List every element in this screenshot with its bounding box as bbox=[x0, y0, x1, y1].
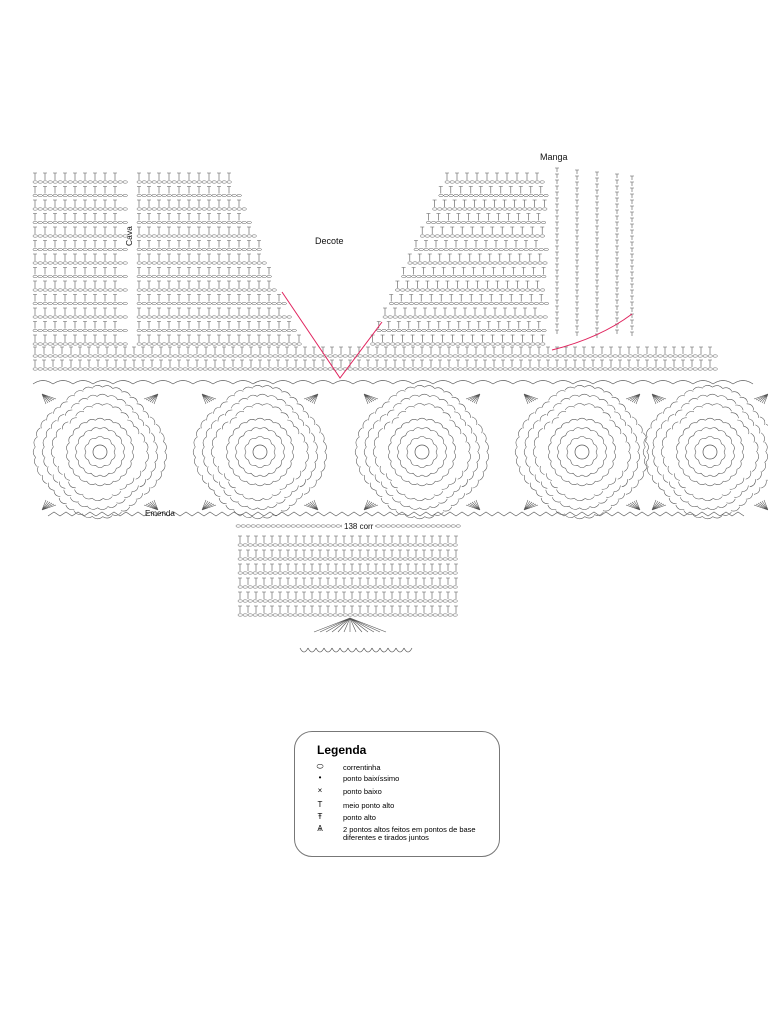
stitch-row bbox=[433, 200, 547, 207]
chain-row bbox=[33, 355, 717, 357]
motif-round bbox=[398, 428, 447, 477]
chain-row bbox=[137, 302, 286, 304]
motif-corner-fan bbox=[466, 500, 480, 510]
chain-row bbox=[395, 289, 544, 291]
motif-corner-fan bbox=[652, 394, 666, 404]
legend-box bbox=[294, 731, 500, 857]
motif-round bbox=[524, 394, 639, 509]
sleeve-column bbox=[615, 174, 619, 334]
motif-corner-fan bbox=[42, 394, 56, 404]
legend-item-label: ponto baixíssimo bbox=[343, 774, 400, 783]
motif-corner-fan bbox=[202, 394, 216, 404]
chain-row bbox=[33, 316, 127, 318]
motif-round bbox=[643, 385, 768, 519]
left-back-panel bbox=[33, 173, 127, 345]
stitch-row bbox=[426, 214, 540, 221]
square-motifs-row bbox=[33, 385, 768, 519]
motif-round bbox=[226, 418, 293, 486]
stitch-row bbox=[137, 214, 241, 221]
motif-center-ring bbox=[93, 445, 107, 459]
stitch-row bbox=[445, 173, 539, 180]
legend-title: Legenda bbox=[317, 743, 367, 757]
motif-round bbox=[676, 418, 743, 486]
motif-corner-fan bbox=[652, 500, 666, 510]
stitch-row bbox=[33, 335, 117, 342]
chain-row bbox=[137, 275, 271, 277]
chain-row bbox=[33, 275, 127, 277]
sleeve-column bbox=[555, 168, 559, 334]
chain-row bbox=[408, 262, 547, 264]
stitch-row bbox=[137, 254, 261, 261]
motif-round bbox=[652, 394, 767, 509]
stitch-row bbox=[238, 592, 458, 599]
chain-row bbox=[137, 329, 296, 331]
stitch-row bbox=[238, 536, 458, 543]
chain-row bbox=[137, 343, 301, 345]
left-front-panel bbox=[137, 173, 301, 345]
motif-round bbox=[76, 428, 125, 477]
stitch-row bbox=[33, 322, 117, 329]
chain-row bbox=[238, 544, 457, 546]
stitch-row bbox=[420, 227, 544, 234]
manga-label: Manga bbox=[540, 152, 568, 162]
motif-center-ring bbox=[415, 445, 429, 459]
motif-round bbox=[364, 394, 479, 509]
motif-center-ring bbox=[253, 445, 267, 459]
chain-row bbox=[33, 289, 127, 291]
single-crochet-symbol-icon: × bbox=[317, 786, 323, 795]
chain-row bbox=[238, 600, 457, 602]
half-double-crochet-symbol-icon: T bbox=[317, 800, 323, 809]
motif-round bbox=[202, 394, 317, 509]
stitch-row bbox=[137, 241, 261, 248]
chain-row bbox=[137, 194, 241, 196]
chain-row bbox=[402, 275, 546, 277]
chain-row bbox=[371, 343, 545, 345]
sleeve-column bbox=[630, 176, 634, 336]
legend-item-label: correntinha bbox=[343, 763, 381, 772]
cava-label: Cava bbox=[124, 226, 134, 246]
yoke-band-rows bbox=[33, 347, 753, 384]
motif-round bbox=[515, 385, 649, 519]
chain-row bbox=[137, 181, 231, 183]
motif-corner-fan bbox=[364, 394, 378, 404]
motif-corner-fan bbox=[304, 394, 318, 404]
motif-round bbox=[558, 428, 607, 477]
motif-round bbox=[695, 436, 725, 467]
stitch-row bbox=[137, 322, 291, 329]
motif-corner-fan bbox=[754, 500, 768, 510]
stitch-row bbox=[238, 606, 458, 613]
chain-row bbox=[238, 572, 457, 574]
stitch-row bbox=[238, 550, 458, 557]
stitch-row bbox=[395, 281, 539, 288]
stitch-row bbox=[377, 322, 541, 329]
chain-row bbox=[426, 221, 545, 223]
motif-round bbox=[66, 418, 133, 486]
legend-item-label: 2 pontos altos feitos em pontos de base diferentes e tirados juntos bbox=[343, 825, 476, 842]
motif-round bbox=[567, 436, 597, 467]
stitch-row bbox=[33, 227, 117, 234]
chain-row bbox=[33, 343, 127, 345]
legend-item-label: ponto baixo bbox=[343, 787, 382, 796]
stitch-row bbox=[238, 578, 458, 585]
stitch-row bbox=[137, 173, 231, 180]
stitch-row bbox=[137, 308, 281, 315]
motif-round bbox=[388, 418, 455, 486]
stitch-row bbox=[33, 347, 712, 354]
chain-row bbox=[33, 235, 127, 237]
chain-row bbox=[33, 181, 127, 183]
chain-row bbox=[137, 221, 251, 223]
chain-row bbox=[137, 248, 261, 250]
chain-row bbox=[33, 302, 127, 304]
chain-row bbox=[238, 558, 457, 560]
motif-corner-fan bbox=[626, 394, 640, 404]
motif-corner-fan bbox=[364, 500, 378, 510]
chain-row bbox=[377, 329, 546, 331]
motif-corner-fan bbox=[466, 394, 480, 404]
chain-row bbox=[414, 248, 548, 250]
decote-label: Decote bbox=[315, 236, 344, 246]
chain-row bbox=[137, 316, 291, 318]
emenda-label: Emenda bbox=[145, 509, 175, 518]
chain-row bbox=[137, 289, 276, 291]
motif-corner-fan bbox=[42, 500, 56, 510]
motif-corner-fan bbox=[524, 394, 538, 404]
lower-skirt-chart bbox=[236, 525, 460, 652]
motif-corner-fan bbox=[524, 500, 538, 510]
chain-symbol-icon: ⬭ bbox=[316, 762, 324, 771]
motif-corner-fan bbox=[202, 500, 216, 510]
stitch-row bbox=[33, 360, 712, 367]
chain-row bbox=[137, 208, 246, 210]
legend-item-label: meio ponto alto bbox=[343, 801, 395, 810]
chain-row bbox=[137, 262, 266, 264]
motif-round bbox=[85, 436, 115, 467]
sleeve-column bbox=[595, 172, 599, 338]
stitch-row bbox=[238, 564, 458, 571]
chain-row bbox=[420, 235, 544, 237]
chain-row bbox=[33, 248, 127, 250]
scallop-row bbox=[33, 381, 753, 385]
square-motif bbox=[515, 385, 649, 519]
stitch-row bbox=[137, 268, 271, 275]
motif-round bbox=[548, 418, 615, 486]
stitch-row bbox=[402, 268, 546, 275]
stitch-row bbox=[33, 214, 117, 221]
chain-row bbox=[439, 194, 548, 196]
dc2tog-symbol-icon: Ѧ bbox=[317, 824, 323, 833]
chain-row bbox=[433, 208, 547, 210]
chain-row bbox=[33, 194, 127, 196]
stitch-row bbox=[137, 200, 241, 207]
stitch-row bbox=[383, 308, 537, 315]
chain-count-label: 138 corr bbox=[344, 522, 374, 531]
stitch-row bbox=[408, 254, 542, 261]
motif-corner-fan bbox=[304, 500, 318, 510]
stitch-row bbox=[137, 281, 271, 288]
motif-round bbox=[245, 436, 275, 467]
chain-row bbox=[33, 329, 127, 331]
chain-row bbox=[238, 614, 457, 616]
motif-corner-fan bbox=[626, 500, 640, 510]
stitch-row bbox=[33, 173, 117, 180]
chain-row bbox=[389, 302, 548, 304]
chain-row bbox=[383, 316, 547, 318]
stitch-row bbox=[33, 281, 117, 288]
motif-center-ring bbox=[575, 445, 589, 459]
motif-round bbox=[42, 394, 157, 509]
stitch-row bbox=[33, 295, 117, 302]
chain-row bbox=[33, 368, 717, 370]
chain-row bbox=[33, 221, 127, 223]
motif-round bbox=[33, 385, 167, 519]
sleeve-column bbox=[575, 170, 579, 336]
stitch-row bbox=[137, 187, 231, 194]
chain-row bbox=[238, 586, 457, 588]
stitch-row bbox=[439, 187, 543, 194]
motif-round bbox=[407, 436, 437, 467]
sleeve-guide-line bbox=[552, 314, 632, 350]
bottom-fan bbox=[314, 618, 386, 632]
motif-corner-fan bbox=[144, 394, 158, 404]
motif-round bbox=[355, 385, 489, 519]
stitch-row bbox=[33, 187, 117, 194]
slip-stitch-symbol-icon: • bbox=[318, 773, 322, 782]
double-crochet-symbol-icon: Ŧ bbox=[317, 812, 323, 821]
chain-row bbox=[137, 235, 256, 237]
motif-round bbox=[236, 428, 285, 477]
stitch-row bbox=[389, 295, 543, 302]
stitch-row bbox=[137, 295, 281, 302]
legend-item-label: ponto alto bbox=[343, 813, 376, 822]
chain-row bbox=[445, 181, 544, 183]
stitch-row bbox=[33, 254, 117, 261]
motif-round bbox=[193, 385, 327, 519]
sleeve-chart bbox=[555, 168, 634, 338]
stitch-row bbox=[33, 268, 117, 275]
square-motif bbox=[355, 385, 489, 519]
chain-row bbox=[33, 208, 127, 210]
motif-round bbox=[686, 428, 735, 477]
motif-corner-fan bbox=[754, 394, 768, 404]
square-motif bbox=[193, 385, 327, 519]
square-motif bbox=[643, 385, 768, 519]
stitch-row bbox=[137, 227, 251, 234]
stitch-row bbox=[137, 335, 301, 342]
stitch-row bbox=[33, 241, 117, 248]
stitch-row bbox=[414, 241, 538, 248]
stitch-row bbox=[33, 200, 117, 207]
square-motif bbox=[33, 385, 167, 519]
motif-center-ring bbox=[703, 445, 717, 459]
stitch-row bbox=[33, 308, 117, 315]
bottom-scallop bbox=[300, 648, 412, 652]
right-front-panel bbox=[371, 173, 549, 345]
stitch-row bbox=[371, 335, 545, 342]
chain-row bbox=[33, 262, 127, 264]
